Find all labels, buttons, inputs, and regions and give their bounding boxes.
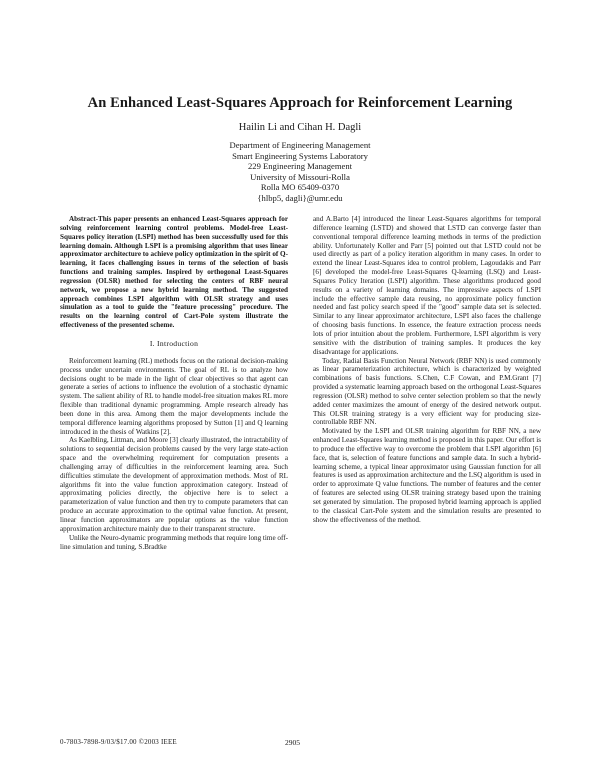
- affiliation-line: 229 Engineering Management: [247, 161, 353, 171]
- abstract: Abstract-This paper presents an enhanced Least-Squares approach for solving reinforcement learning control problems. Model-free Least-Squares policy iteration (LSPI) method has been successfully used for this learning domain. Although LSPI is a promising algorithm that uses linear approximator architecture to achieve policy optimization in the spirit of Q-learning, it faces challenging issues in terms of the selection of basis functions and training samples. Inspired by orthogonal Least-Squares regression (OLSR) method for selecting the centers of RBF neural network, we propose a new hybrid learning method. The suggested approach combines LSPI algorithm with OLSR strategy and uses simulation as a tool to guide the "feature processing" procedure. The results on the learning control of Cart-Pole system illustrate the effectiveness of the presented scheme.: [60, 215, 288, 330]
- affiliation-email: {hlbp5, dagli}@umr.edu: [257, 192, 343, 203]
- body-paragraph: Unlike the Neuro-dynamic programming methods that require long time off-line simulation and tuning, S.Bradtke: [60, 533, 288, 551]
- affiliation-line: University of Missouri-Rolla: [250, 171, 350, 182]
- body-paragraph: Motivated by the LSPI and OLSR training algorithm for RBF NN, a new enhanced Least-Squares learning method is proposed in this paper. Our effort is to produce the effective way to overcome the problem that LSPI algorithm [6] face, that is, selection of feature functions and sample data. In such a hybrid-learning scheme, a typical linear approximator using Gaussian function for all features is used as approximation architecture and the LSQ algorithm is used in order to approximate Q value functions. The number of features and the center of features are selected using OLSR training strategy based upon the training set generated by simulation. The proposed hybrid learning approach is applied to the classical Cart-Pole system and the simulation results are presented to show the effectiveness of the method.: [313, 427, 541, 524]
- left-column: [60, 215, 288, 551]
- body-paragraph: As Kaelbling, Littman, and Moore [3] clearly illustrated, the intractability of solutions to sequential decision problems caused by the very large state-action space and the overwhelming requirement for computation presents a challenging array of difficulties in the reinforcement learning area. Such difficulties stimulate the development of approximation methods. Most of RL algorithms fit into the value function approximation category. Instead of approximating policies directly, the objective here is to select a parameterization of value function and then try to compute parameters that can produce an accurate approximation to the optimal value function. At present, linear function approximators are popular options as the value function approximation architecture mainly due to their transparent structure.: [60, 436, 288, 533]
- page-number: 2905: [285, 738, 300, 747]
- copyright-footer: 0-7803-7898-9/03/$17.00 ©2003 IEEE: [60, 738, 177, 746]
- paper-title: An Enhanced Least-Squares Approach for Reinforcement Learning: [87, 95, 513, 111]
- right-column: [313, 215, 541, 525]
- affiliation-line: Rolla MO 65409-0370: [260, 182, 340, 192]
- section-heading: I. Introduction: [149, 338, 199, 348]
- affiliation-line: Department of Engineering Management: [229, 140, 371, 150]
- paper-authors: Hailin Li and Cihan H. Dagli: [238, 122, 362, 133]
- affiliation-block: [0, 140, 600, 203]
- body-paragraph: Reinforcement learning (RL) methods focus on the rational decision-making process under uncertain environments. The goal of RL is to analyze how decisions ought to be made in the light of clear objectives so that agent can generate a series of actions to influence the evolution of a stochastic dynamic system. The salient ability of RL to handle model-free situation makes RL more flexible than traditional dynamic programming. Ample research already has been done in this area. Among them the major developments include the temporal difference learning algorithms proposed by Sutton [1] and Q learning introduced in the thesis of Watkins [2].: [60, 356, 288, 436]
- body-paragraph: Today, Radial Basis Function Neural Network (RBF NN) is used commonly as linear parameterization architecture, which is characterized by weighted combinations of basis functions. S.Chen, C.F Cowan, and P.M.Grant [7] provided a systematic learning approach based on the orthogonal Least-Squares regression (OLSR) method to solve center selection problem so that the newly added center maximizes the amount of energy of the desired network output. This OLSR training strategy is a very efficient way for producing size-controllable RBF NN.: [313, 356, 541, 427]
- affiliation-line: Smart Engineering Systems Laboratory: [232, 150, 368, 161]
- body-paragraph: and A.Barto [4] introduced the linear Least-Squares algorithms for temporal difference learning (LSTD) and showed that LSTD can converge faster than conventional temporal difference learning methods in terms of the prediction ability. Unfortunately Koller and Parr [5] pointed out that LSTD could not be used directly as part of a policy iteration algorithm in many cases. In order to extend the linear Least-Squares idea to control problem, Lagoudakis and Parr [6] developed the model-free Least-Squares Q-learning (LSQ) and Least-Squares Policy Iteration (LSPI) algorithm. These algorithms produced good results on a variety of learning domains. The impressive aspects of LSPI include the effective sample data reusing, no approximate policy function needed and fast policy search speed if the "good" sample data set is selected. Similar to any linear approximator architecture, LSPI also faces the challenge of choosing basis functions. In essence, the feature extraction process needs lots of prior intuition about the problem. Furthermore, LSPI algorithm is very sensitive with the distribution of training samples. It produces the key disadvantage for applications.: [313, 215, 541, 356]
